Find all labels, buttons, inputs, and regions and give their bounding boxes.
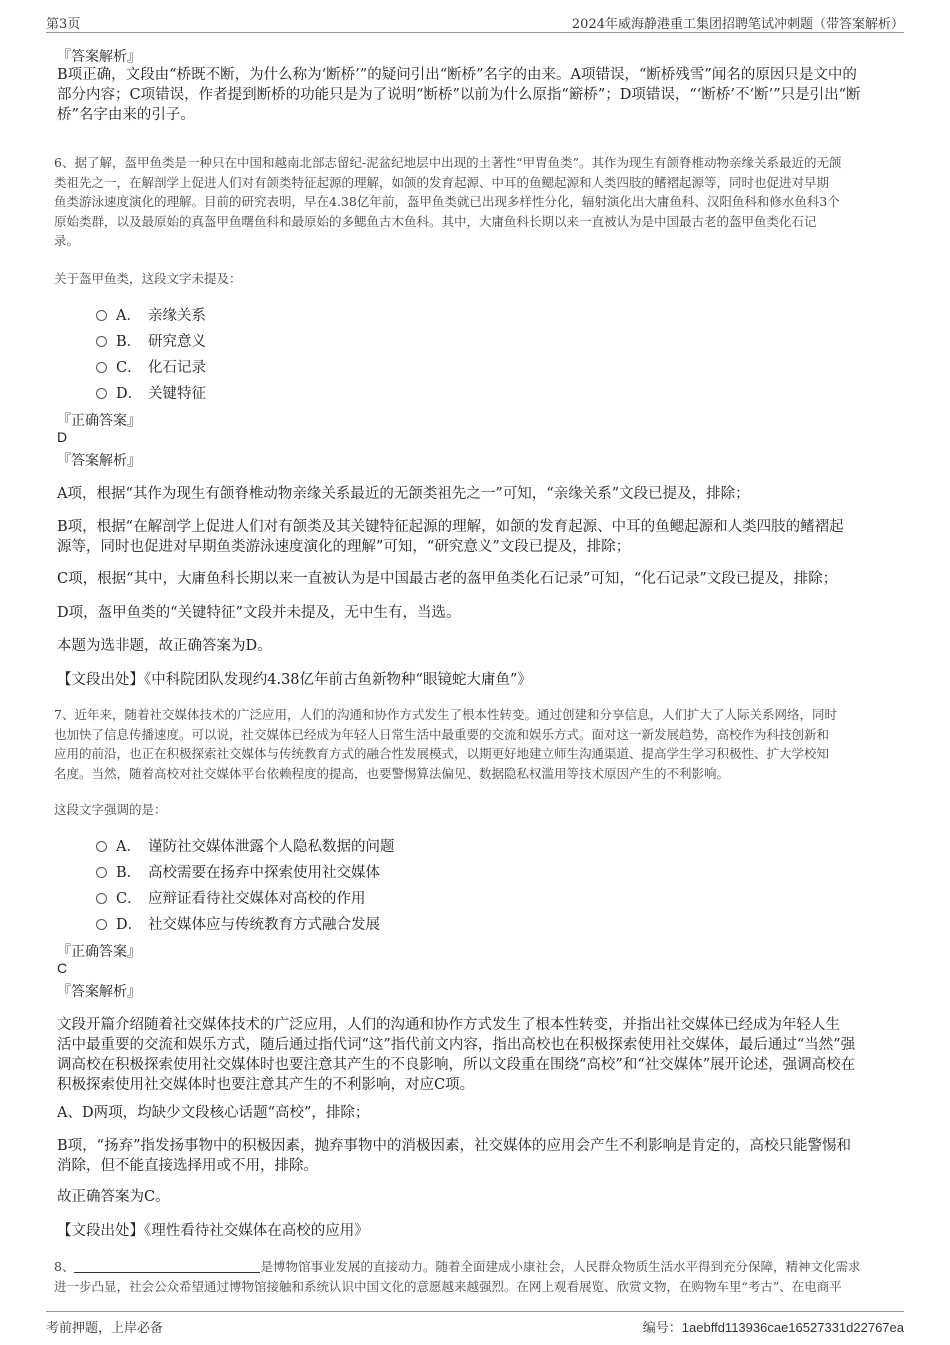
page-number: 第3页 <box>46 17 81 32</box>
q6-analysis-d: D项，盔甲鱼类的“关键特征”文段并未提及，无中生有，当选。 <box>57 605 461 621</box>
text-line: 调高校在积极探索使用社交媒体时也要注意其产生的不良影响，所以文段重在围绕“高校”和“社交媒体”展开论述，强调高校在 <box>57 1057 856 1073</box>
text-line: 源等，同时也促进对早期鱼类游泳速度演化的理解”可知，“研究意义”文段已提及，排除； <box>57 539 631 555</box>
text-line: 6、据了解，盔甲鱼类是一种只在中国和越南北部志留纪-泥盆纪地层中出现的土著性“甲胄鱼类”。其作为现生有颌脊椎动物亲缘关系最近的无颌 <box>54 155 842 170</box>
radio-icon[interactable] <box>96 310 107 321</box>
radio-icon[interactable] <box>96 893 107 904</box>
q6-option-c[interactable]: C． 化石记录 <box>96 356 206 377</box>
q7-option-c[interactable]: C． 应辩证看待社交媒体对高校的作用 <box>96 887 366 908</box>
q6-option-b[interactable]: B． 研究意义 <box>96 330 206 351</box>
fill-blank <box>74 1260 260 1273</box>
q6-analysis-label: 『答案解析』 <box>57 453 141 469</box>
q7-analysis-label: 『答案解析』 <box>57 984 141 1000</box>
text-line: 活中最重要的交流和娱乐方式，随后通过指代词“这”指代前文内容，指出高校也在积极探索使用社交媒体，最后通过“当然”强 <box>57 1037 856 1053</box>
radio-icon[interactable] <box>96 867 107 878</box>
question-number: 8、 <box>54 1259 75 1274</box>
q7-option-d[interactable]: D． 社交媒体应与传统教育方式融合发展 <box>96 913 380 934</box>
text-line: 原始类群，以及最原始的真盔甲鱼曙鱼科和最原始的多鳃鱼古木鱼科。其中，大庸鱼科长期以来一直被认为是中国最古老的盔甲鱼类化石记 <box>54 213 817 229</box>
q6-conclusion: 本题为选非题，故正确答案为D。 <box>57 638 272 654</box>
q7-stem <box>54 705 900 783</box>
q7-question: 这段文字强调的是： <box>54 802 167 817</box>
text-line: 名度。当然，随着高校对社交媒体平台依赖程度的提高，也要警惕算法偏见、数据隐私权滥用等技术原因产生的不利影响。 <box>54 765 730 781</box>
text-line: 应用的前沿，也正在积极探索社交媒体与传统教育方式的融合性发展模式，以期更好地建立师生沟通渠道、提高学生学习积极性、扩大学校知 <box>54 746 830 761</box>
radio-icon[interactable] <box>96 388 107 399</box>
q7-option-b[interactable]: B． 高校需要在扬弃中探索使用社交媒体 <box>96 861 380 882</box>
text-line: B项，“扬弃”指发扬事物中的积极因素，抛弃事物中的消极因素，社交媒体的应用会产生不利影响是肯定的，高校只能警惕和 <box>57 1138 851 1154</box>
q6-question: 关于盔甲鱼类，这段文字未提及： <box>54 271 242 286</box>
text-line: 消除，但不能直接选择用或不用，排除。 <box>57 1158 318 1174</box>
q7-analysis-main <box>57 1015 903 1095</box>
text-line: 积极探索使用社交媒体时也要注意其产生的不利影响，对应C项。 <box>57 1077 475 1093</box>
text-line: 鱼类游泳速度演化的理解。目前的研究表明，早在4.38亿年前，盔甲鱼类就已出现多样性分化，辐射演化出大庸鱼科、汉阳鱼科和修水鱼科3个 <box>54 194 840 209</box>
text-line: 也加快了信息传播速度。可以说，社交媒体已经成为年轻人日常生活中最重要的交流和娱乐方式。面对这一新发展趋势，高校作为科技创新和 <box>54 726 830 742</box>
page-header <box>46 10 904 33</box>
q7-conclusion: 故正确答案为C。 <box>57 1189 170 1205</box>
radio-icon[interactable] <box>96 841 107 852</box>
page-footer <box>46 1311 904 1338</box>
text-line: 部分内容；C项错误，作者提到断桥的功能只是为了说明“断桥”以前为什么原指“簖桥”；D项错误，“‘断桥’不‘断’”只是引出“断 <box>57 87 861 103</box>
text-line: 是博物馆事业发展的直接动力。随着全面建成小康社会，人民群众物质生活水平得到充分保障，精神文化需求 <box>260 1259 861 1274</box>
radio-icon[interactable] <box>96 336 107 347</box>
text-line: B项正确，文段由“桥既不断，为什么称为‘断桥’”的疑问引出“断桥”名字的由来。A项错误，“断桥残雪”闻名的原因只是文中的 <box>57 67 857 83</box>
document-title: 2024年威海静港重工集团招聘笔试冲刺题（带答案解析） <box>571 17 904 32</box>
radio-icon[interactable] <box>96 919 107 930</box>
text-line: 文段开篇介绍随着社交媒体技术的广泛应用，人们的沟通和协作方式发生了根本性转变，并指出社交媒体已经成为年轻人生 <box>57 1017 840 1033</box>
q6-analysis-a: A项，根据“其作为现生有颌脊椎动物亲缘关系最近的无颌类祖先之一”可知，“亲缘关系”文段已提及，排除； <box>57 486 750 502</box>
text-line: 录。 <box>54 233 80 248</box>
radio-icon[interactable] <box>96 362 107 373</box>
text-line: 7、近年来，随着社交媒体技术的广泛应用，人们的沟通和协作方式发生了根本性转变。通过创建和分享信息，人们扩大了人际关系网络，同时 <box>54 707 837 722</box>
q6-option-a[interactable]: A． 亲缘关系 <box>96 304 206 325</box>
q6-source: 【文段出处】《中科院团队发现约4.38亿年前古鱼新物种“眼镜蛇大庸鱼”》 <box>57 672 532 688</box>
footer-slogan: 考前押题，上岸必备 <box>46 1321 164 1336</box>
q8-stem-line2: 进一步凸显，社会公众希望通过博物馆接触和系统认识中国文化的意愿越来越强烈。在网上观看展览、欣赏文物，在购物车里“考古”、在电商平 <box>54 1279 842 1294</box>
q6-analysis-c: C项，根据“其中，大庸鱼科长期以来一直被认为是中国最古老的盔甲鱼类化石记录”可知，“化石记录”文段已提及，排除； <box>57 571 838 587</box>
q5-analysis-label: 『答案解析』 <box>57 49 141 65</box>
q6-answer: D <box>57 429 68 445</box>
q6-stem <box>54 153 900 251</box>
q6-analysis-b <box>57 517 903 557</box>
q6-correct-label: 『正确答案』 <box>57 413 141 429</box>
q7-analysis-b <box>57 1136 903 1176</box>
text-line: 桥”名字由来的引子。 <box>57 107 195 123</box>
text-line: 类祖先之一，在解剖学上促进人们对有颌类特征起源的理解，如颌的发育起源、中耳的鱼鳃起源和人类四肢的鳍褶起源等，同时也促进对早期 <box>54 174 830 190</box>
text-line: B项，根据“在解剖学上促进人们对有颌类及其关键特征起源的理解，如颌的发育起源、中耳的鱼鳃起源和人类四肢的鳍褶起 <box>57 519 844 535</box>
q7-source: 【文段出处】《理性看待社交媒体在高校的应用》 <box>57 1223 369 1239</box>
q7-answer: C <box>57 960 68 976</box>
q8-stem-line1 <box>54 1257 860 1275</box>
q6-option-d[interactable]: D． 关键特征 <box>96 382 206 403</box>
document-code: 编号：1aebffd113936cae16527331d22767ea <box>642 1320 904 1336</box>
q7-analysis-ad: A、D两项，均缺少文段核心话题“高校”，排除； <box>57 1105 370 1121</box>
q7-option-a[interactable]: A． 谨防社交媒体泄露个人隐私数据的问题 <box>96 835 395 856</box>
q7-correct-label: 『正确答案』 <box>57 944 141 960</box>
q5-analysis <box>57 65 903 125</box>
